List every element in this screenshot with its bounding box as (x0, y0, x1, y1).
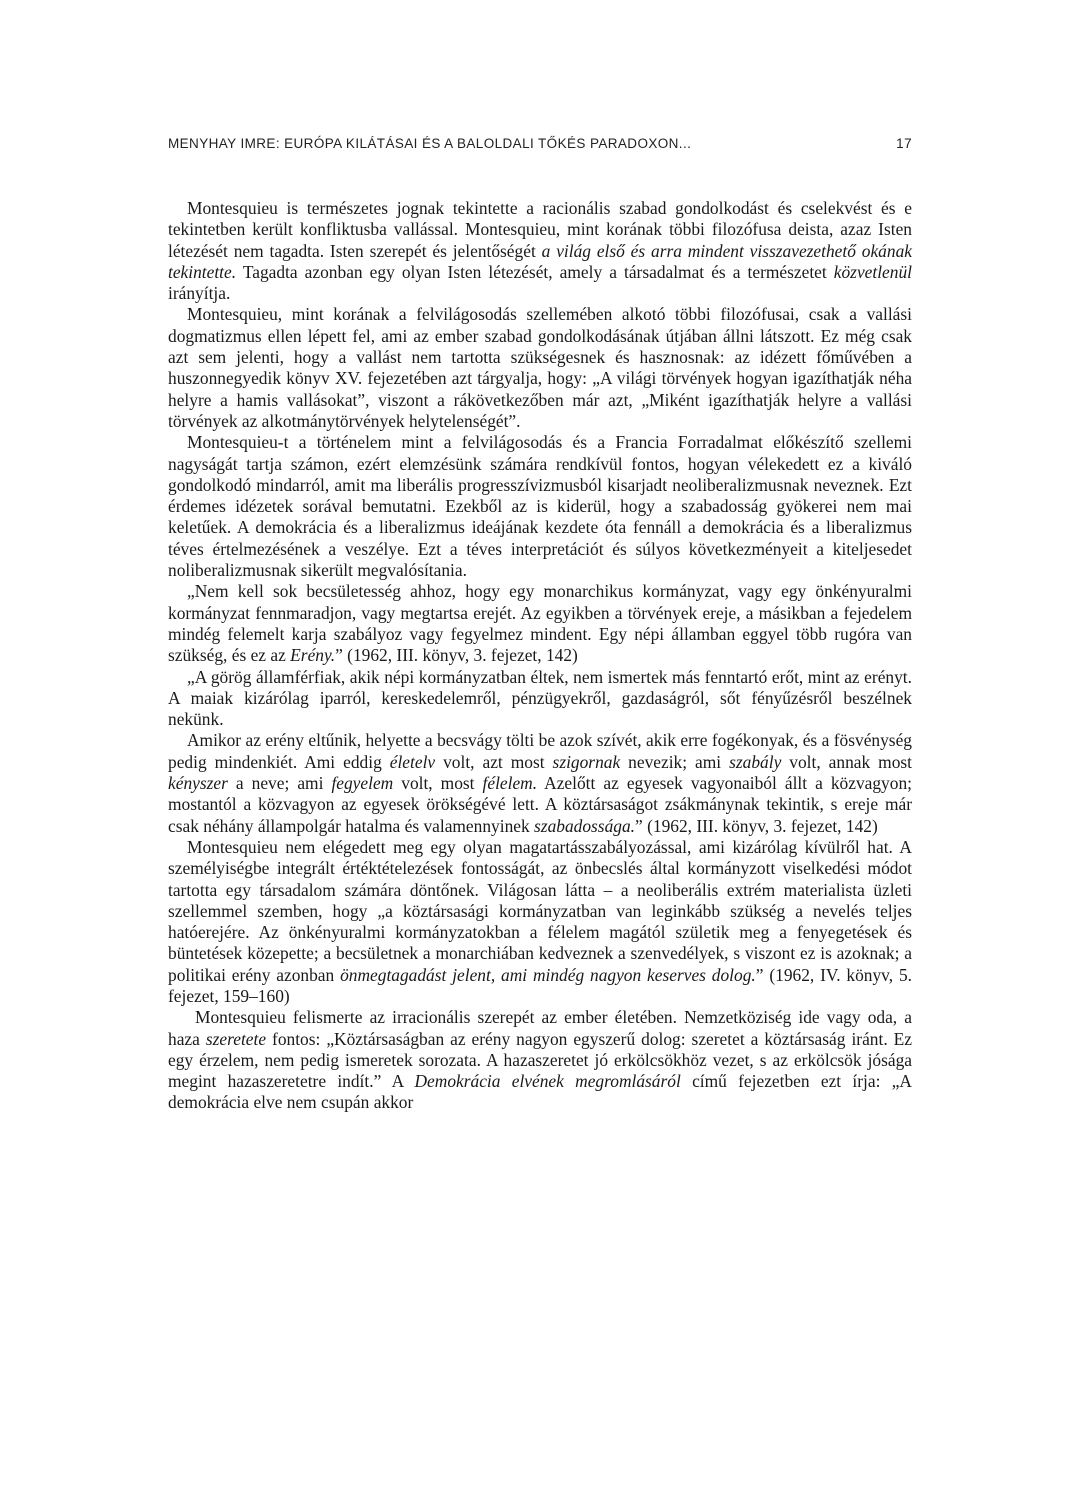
text-run: ” (1962, IV. könyv, 5. fejezet, 159–160) (168, 964, 912, 1006)
italic-text: közvetlenül (833, 261, 912, 282)
paragraph (168, 730, 912, 836)
text-run: Azelőtt az egyesek vagyonaiból állt a közvagyon; mostantól a közvagyon az egyesek örökségévé lett. A köztársaságot zsákmánynak tekintik, s ereje már csak néhány állampolgár hatalma és valamennyinek (168, 773, 912, 836)
text-run: Montesquieu-t a történelem mint a felvilágosodás és a Francia Forradalmat előkészítő szellemi nagyságát tartja számon, ezért elemzésünk számára rendkívül fontos, hogyan vélekedett ez a kiváló gondolkodó mindarról, amit ma liberális progresszívizmusból kisarjadt neoliberalizmusnak neveznek. Ezt érdemes idézetek sorával bemutatni. Ezekből az is kiderül, hogy a szabadosság gyökerei nem mai keletűek. A demokrácia és a liberalizmus ideájának kezdete óta fennáll a demokrácia és a liberalizmus téves értelmezésének a veszélye. Ezt a téves interpretációt és súlyos következményeit a kiteljesedet noliberalizmusnak sikerült megvalósítania. (168, 432, 912, 581)
text-run: Montesquieu, mint korának a felvilágosodás szellemében alkotó többi filozófusai, csak a vallási dogmatizmus ellen lépett fel, ami az ember szabad gondolkodásának útjában állni látszott. Ez még csak azt sem jelenti, hogy a vallást nem tartotta szükségesnek és hasznosnak: az idézett főművében a huszonnegyedik könyv XV. fejezetében azt tárgyalja, hogy: „A világi törvények hogyan igazíthatják néha helyre a hamis vallásokat”, viszont a rákövetkezőben már azt, „Miként igazíthatják helyre a vallási törvények az alkotmánytörvények helytelenségét”. (168, 304, 912, 431)
italic-text: szeretete (205, 1028, 267, 1049)
italic-text: szabadossága. (534, 815, 636, 836)
italic-text: a világ első és arra mindent visszavezethető okának tekintette. (168, 240, 912, 282)
italic-text: életelv (389, 751, 436, 772)
text-run: volt, annak most (781, 751, 913, 772)
paragraph (168, 198, 912, 304)
running-title: MENYHAY IMRE: EURÓPA KILÁTÁSAI ÉS A BALOLDALI TŐKÉS PARADOXON... (168, 136, 692, 151)
text-run: „A görög államférfiak, akik népi kormányzatban éltek, nem ismertek más fenntartó erőt, mint az erényt. A maiak kizárólag iparról, kereskedelemről, pénzügyekről, gazdaságról, sőt fényűzésről beszélnek nekünk. (168, 666, 912, 730)
italic-text: Demokrácia elvének megromlásáról (414, 1071, 681, 1092)
italic-text: szigornak (552, 751, 621, 772)
paragraph (168, 1007, 912, 1113)
paragraph (168, 432, 912, 581)
running-header (168, 136, 912, 151)
text-run: Tagadta azonban egy olyan Isten létezését, amely a társadalmat és a természetet (236, 261, 834, 282)
paragraph (168, 304, 912, 432)
text-run: „Nem kell sok becsületesség ahhoz, hogy egy monarchikus kormányzat, vagy egy önkényuralmi kormányzat fennmaradjon, vagy megtartsa erejét. Az egyikben a törvények ereje, a másikban a fejedelem mindég felemelt karja szabályoz vagy fegyelmez mindent. Egy népi államban eggyel több rugóra van szükség, és ez az (168, 581, 912, 666)
text-run: Amikor az erény eltűnik, helyette a becsvágy tölti be azok szívét, akik erre fogékonyak, és a fösvénység pedig mindenkiét. Ami eddig (168, 730, 912, 772)
text-run: fontos: „Köztársaságban az erény nagyon egyszerű dolog: szeretet a köztársaság iránt. Ez egy érzelem, nem pedig ismeretek sorozata. A hazaszeretet jó erkölcsökhöz vezet, s az erkölcsök jósága megint hazaszeretetre indít.” A (168, 1028, 912, 1092)
text-run: irányítja. (168, 283, 231, 304)
italic-text: önmegtagadást jelent, ami mindég nagyon keserves dolog. (340, 964, 756, 985)
paragraph (168, 581, 912, 666)
text-run: című fejezetben ezt írja: „A demokrácia elve nem csupán akkor (168, 1071, 912, 1113)
italic-text: fegyelem (331, 773, 394, 794)
text-run: volt, azt most (435, 751, 553, 772)
text-run: volt, most (393, 773, 483, 794)
body-text (168, 198, 912, 1114)
italic-text: kényszer (168, 773, 228, 794)
italic-text: félelem. (482, 773, 538, 794)
text-run: ” (1962, III. könyv, 3. fejezet, 142) (635, 815, 878, 836)
paragraph (168, 667, 912, 731)
text-run: Montesquieu is természetes jognak tekintette a racionális szabad gondolkodást és cselekvést és e tekintetben került konfliktusba vallással. Montesquieu, mint korának többi filozófusa deista, azaz Isten létezését nem tagadta. Isten szerepét és jelentőségét (168, 198, 912, 261)
page-number: 17 (896, 136, 912, 151)
text-run: a neve; ami (227, 773, 332, 794)
text-run: nevezik; ami (620, 751, 730, 772)
paragraph (168, 837, 912, 1007)
text-run: ” (1962, III. könyv, 3. fejezet, 142) (335, 645, 578, 666)
italic-text: szabály (729, 751, 782, 772)
text-run: Montesquieu nem elégedett meg egy olyan magatartásszabályozással, ami kizárólag kívülről hat. A személyiségbe integrált értéktételezések fontosságát, az önbecslés által kormányzott viselkedési módot tartotta egy társadalom számára döntőnek. Világosan látta – a neoliberális extrém materialista üzleti szellemmel szemben, hogy „a köztársasági kormányzatban van leginkább szükség a nevelés teljes hatóerejére. Az önkényuralmi kormányzatokban a félelem magától születik meg a fenyegetések és büntetések közepette; a becsületnek a monarchiában kedveznek a szenvedélyek, s viszont ez is azoknak; a politikai erény azonban (168, 836, 912, 985)
text-run: Montesquieu felismerte az irracionális szerepét az ember életében. Nemzetköziség ide vagy oda, a haza (168, 1007, 912, 1049)
italic-text: Erény. (290, 645, 336, 666)
